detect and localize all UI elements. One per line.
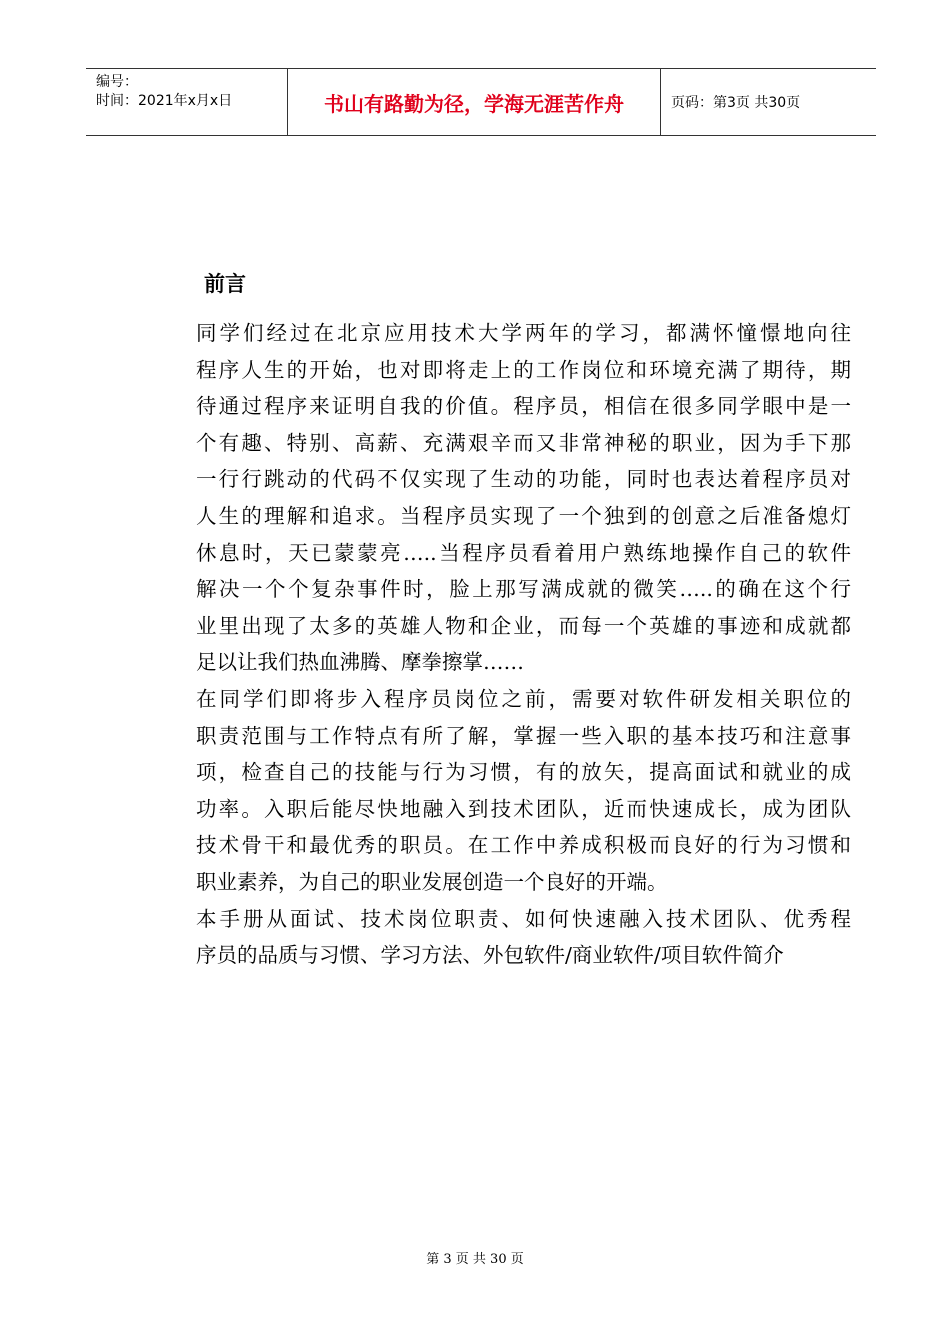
text-line: 职业素养，为自己的职业发展创造一个良好的开端。 — [196, 869, 668, 894]
paragraph-2 — [196, 681, 851, 901]
text-line: 同学们经过在北京应用技术大学两年的学习，都满怀憧憬地向往 — [196, 321, 851, 345]
text-line: 个有趣、特别、高薪、充满艰辛而又非常神秘的职业，因为手下那 — [196, 430, 851, 455]
paragraph-1 — [196, 315, 851, 681]
paragraph-3 — [196, 901, 851, 974]
text-line: 功率。入职后能尽快地融入到技术团队，近而快速成长，成为团队 — [196, 796, 851, 821]
text-line: 本手册从面试、技术岗位职责、如何快速融入技术团队、优秀程 — [196, 906, 851, 931]
header-motto: 书山有路勤为径，学海无涯苦作舟 — [288, 69, 661, 135]
text-line: 序员的品质与习惯、学习方法、外包软件/商业软件/项目软件简介 — [196, 943, 784, 968]
text-line: 业里出现了太多的英雄人物和企业，而每一个英雄的事迹和成就都 — [196, 613, 851, 638]
text-line: 技术骨干和最优秀的职员。在工作中养成积极而良好的行为习惯和 — [196, 833, 851, 858]
text-line: 待通过程序来证明自我的价值。程序员，相信在很多同学眼中是一 — [196, 394, 851, 419]
text-line: 足以让我们热血沸腾、摩拳擦掌…… — [196, 650, 524, 675]
text-line: 程序人生的开始，也对即将走上的工作岗位和环境充满了期待，期 — [196, 357, 851, 382]
document-header — [86, 68, 876, 136]
text-line: 一行行跳动的代码不仅实现了生动的功能，同时也表达着程序员对 — [196, 467, 851, 492]
text-line: 在同学们即将步入程序员岗位之前，需要对软件研发相关职位的 — [196, 686, 851, 711]
text-line: 人生的理解和追求。当程序员实现了一个独到的创意之后准备熄灯 — [196, 503, 851, 528]
document-body — [196, 315, 851, 974]
number-label: 编号： — [96, 74, 138, 90]
section-heading: 前言 — [204, 272, 246, 296]
time-label: 时间：2021年x月x日 — [96, 93, 233, 109]
text-line: 休息时，天已蒙蒙亮…..当程序员看着用户熟练地操作自己的软件 — [196, 540, 851, 565]
text-line: 项，检查自己的技能与行为习惯，有的放矢，提高面试和就业的成 — [196, 760, 851, 785]
text-line: 职责范围与工作特点有所了解，掌握一些入职的基本技巧和注意事 — [196, 723, 851, 748]
text-line: 解决一个个复杂事件时，脸上那写满成就的微笑…..的确在这个行 — [196, 577, 851, 602]
header-page-info: 页码：第3页 共30页 — [671, 95, 801, 111]
header-meta — [86, 69, 288, 135]
page-footer: 第 3 页 共 30 页 — [426, 1252, 524, 1267]
